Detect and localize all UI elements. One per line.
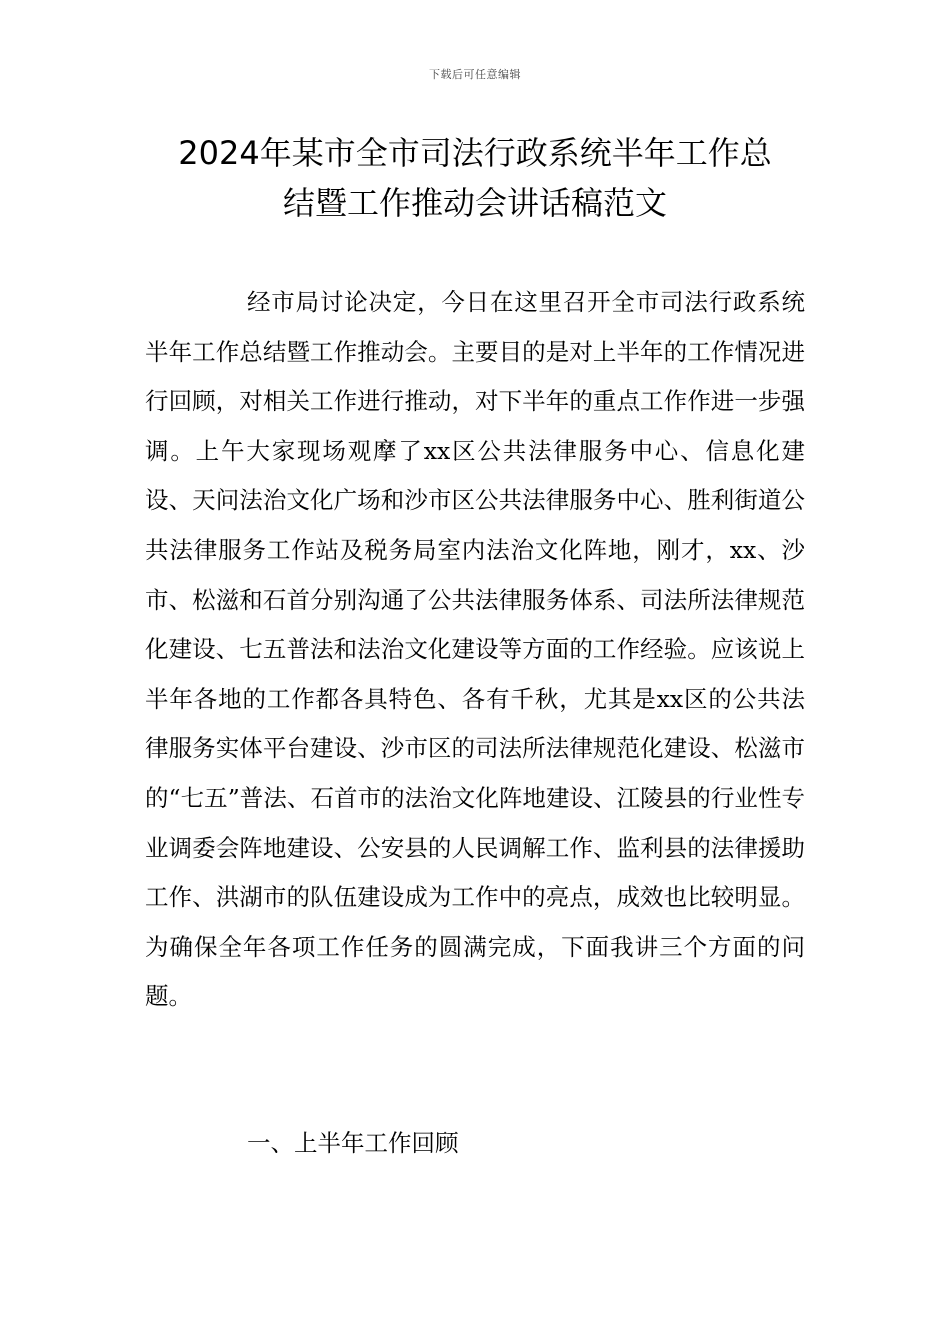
section-heading-1: 一、上半年工作回顾	[247, 1129, 459, 1157]
title-line-1: 2024年某市全市司法行政系统半年工作总	[178, 134, 772, 172]
intro-paragraph: 经市局讨论决定，今日在这里召开全市司法行政系统半年工作总结暨工作推动会。主要目的是对上半年的工作情况进行回顾，对相关工作进行推动，对下半年的重点工作作进一步强调。上午大家现场观摩了xx区公共法律服务中心、信息化建设、天问法治文化广场和沙市区公共法律服务中心、胜利街道公共法律服务工作站及税务局室内法治文化阵地，刚才，xx、沙市、松滋和石首分别沟通了公共法律服务体系、司法所法律规范化建设、七五普法和法治文化建设等方面的工作经验。应该说上半年各地的工作都各具特色、各有千秋，尤其是xx区的公共法律服务实体平台建设、沙市区的司法所法律规范化建设、松滋市的“七五”普法、石首市的法治文化阵地建设、江陵县的行业性专业调委会阵地建设、公安县的人民调解工作、监利县的法律援助工作、洪湖市的队伍建设成为工作中的亮点，成效也比较明显。为确保全年各项工作任务的圆满完成，下面我讲三个方面的问题。	[145, 288, 805, 1011]
title-line-2: 结暨工作推动会讲话稿范文	[282, 184, 667, 222]
header-note: 下载后可任意编辑	[429, 68, 521, 81]
document-title	[145, 128, 805, 228]
